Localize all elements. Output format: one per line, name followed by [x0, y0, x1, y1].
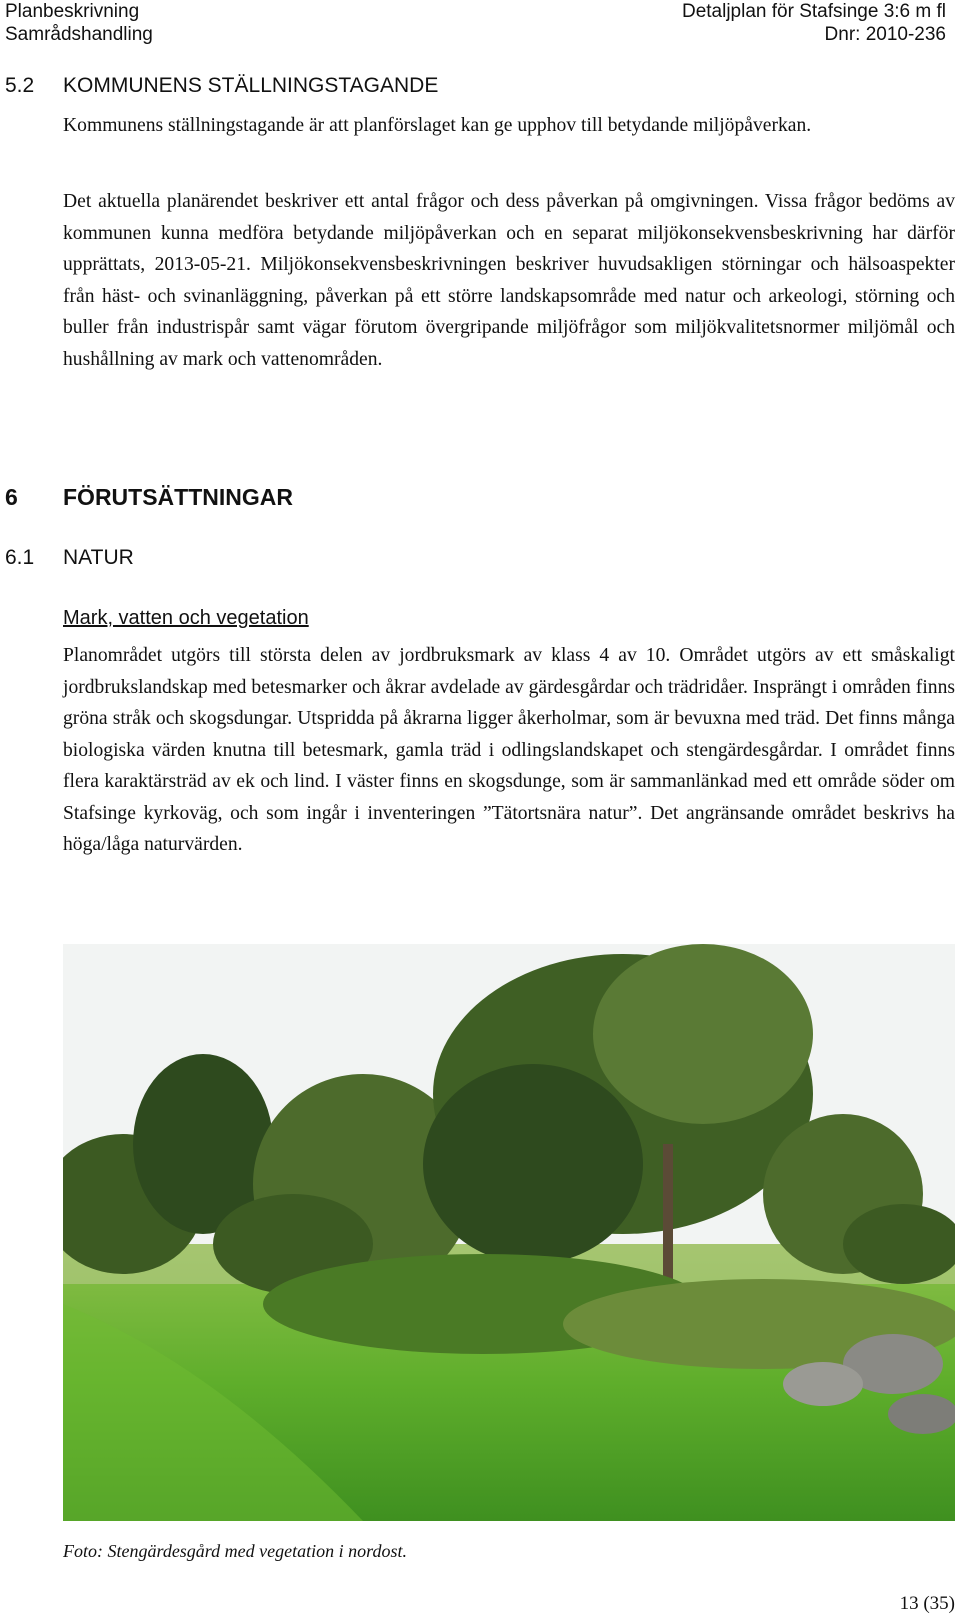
- doc-stage: Samrådshandling: [5, 24, 153, 45]
- header-left: [5, 0, 153, 46]
- section-6-1-heading: [5, 545, 134, 571]
- diary-number: Dnr: 2010-236: [824, 24, 946, 45]
- section-number: 6: [5, 484, 18, 510]
- section-title: FÖRUTSÄTTNINGAR: [63, 484, 293, 510]
- paragraph: Kommunens ställningstagande är att planförslaget kan ge upphov till betydande miljöpåverkan.: [63, 115, 812, 136]
- section-title: NATUR: [63, 546, 134, 569]
- paragraph: Planområdet utgörs till största delen av jordbruksmark av klass 4 av 10. Området utgörs av ett småskaligt jordbrukslandskap med betesmarker och åkrar avdelade av gärdesgårdar och trädridåer. Insprängt i områden finns gröna stråk och skogsdungar. Utspridda på åkrarna ligger åkerholmar, som är bevuxna med träd. Det finns många biologiska värden knutna till betesmark, gamla träd i odlingslandskapet och stengärdesgårdar. I området finns flera karaktärsträd av ek och lind. I väster finns en skogsdunge, som är sammanlänkad med ett område söder om Stafsinge kyrkoväg, och som ingår i inventeringen ”Tätortsnära natur”. Det angränsande området beskrivs ha höga/låga naturvärden.: [63, 645, 955, 855]
- subheading: Mark, vatten och vegetation: [63, 607, 309, 629]
- photo-caption: Foto: Stengärdesgård med vegetation i nordost.: [63, 1541, 407, 1561]
- landscape-photo: [63, 944, 955, 1521]
- header-right: [682, 0, 946, 46]
- section-number: 6.1: [5, 546, 35, 569]
- plan-title: Detaljplan för Stafsinge 3:6 m fl: [681, 1, 946, 22]
- doc-type: Planbeskrivning: [5, 1, 140, 22]
- section-6-heading: [5, 483, 293, 511]
- section-number: 5.2: [5, 74, 35, 97]
- paragraph: Det aktuella planärendet beskriver ett antal frågor och dess påverkan på omgivningen. Vissa frågor bedöms av kommunen kunna medföra betydande miljöpåverkan och en separat miljökonsekvensbeskrivning har därför upprättats, 2013-05-21. Miljökonsekvensbeskrivningen beskriver huvudsakligen störningar och hälsoaspekter från häst- och svinanläggning, påverkan på ett större landskapsområde med natur och arkeologi, störning och buller från industrispår samt vägar förutom övergripande miljöfrågor som miljökvalitetsnormer miljömål och hushållning av mark och vattenområden.: [63, 191, 955, 370]
- section-title: KOMMUNENS STÄLLNINGSTAGANDE: [63, 74, 439, 97]
- page-number: 13 (35): [899, 1593, 955, 1614]
- section-5-2-heading: [5, 73, 438, 99]
